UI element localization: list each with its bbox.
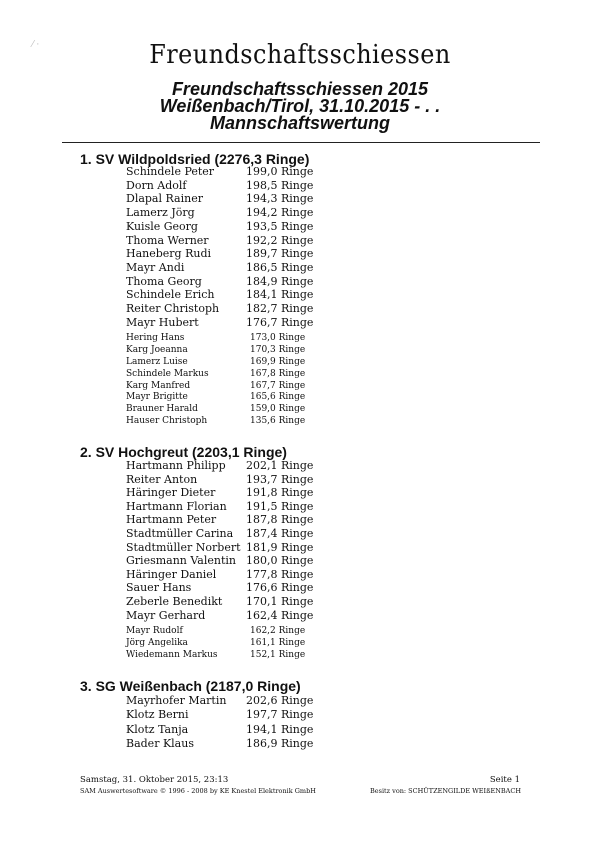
shooter-row (0, 220, 600, 234)
scan-mark: ⁄ · (32, 40, 40, 50)
shooter-name: Häringer Dieter (126, 486, 216, 500)
team-title: 1. SV Wildpoldsried (2276,3 Ringe) (80, 151, 310, 167)
shooter-row (0, 500, 600, 514)
shooter-score: 176,7 Ringe (246, 315, 314, 329)
shooter-row (0, 581, 600, 595)
shooter-name: Mayr Hubert (126, 315, 199, 329)
shooter-name: Hauser Christoph (126, 416, 208, 426)
shooter-name: Wiedemann Markus (126, 649, 218, 660)
shooter-row (0, 288, 600, 302)
shooter-score: 181,9 Ringe (246, 540, 314, 554)
shooter-row (0, 737, 600, 751)
shooter-name: Dlapal Rainer (126, 192, 203, 206)
shooter-score: 191,8 Ringe (246, 486, 314, 500)
shooter-row (0, 275, 600, 289)
shooter-row (0, 541, 600, 555)
shooter-name: Griesmann Valentin (126, 554, 236, 568)
shooter-row (0, 609, 600, 623)
shooter-score: 167,7 Ringe (250, 380, 306, 391)
shooter-name: Mayr Brigitte (126, 392, 188, 403)
shooter-name: Brauner Harald (126, 404, 198, 415)
shooter-name: Reiter Anton (126, 472, 198, 486)
shooter-name: Reiter Christoph (126, 302, 220, 315)
shooter-row (0, 302, 600, 316)
document-heading-ranking: Mannschaftswertung (209, 113, 391, 133)
shooter-name: Sauer Hans (126, 581, 192, 595)
shooter-score: 202,6 Ringe (246, 694, 314, 707)
shooter-score: 187,4 Ringe (246, 527, 314, 540)
shooter-row (0, 527, 600, 541)
shooter-score: 167,8 Ringe (250, 368, 306, 379)
shooter-score: 184,1 Ringe (246, 288, 314, 302)
shooter-name: Klotz Berni (126, 708, 189, 722)
header-divider (62, 142, 540, 143)
shooter-row (0, 723, 600, 737)
shooter-name: Schindele Markus (126, 368, 209, 379)
shooter-row (0, 595, 600, 609)
footer-right (370, 775, 520, 797)
shooter-row (0, 486, 600, 500)
shooter-name: Stadtmüller Carina (126, 527, 234, 540)
shooter-score: 162,4 Ringe (246, 608, 314, 622)
shooter-name: Hartmann Florian (126, 499, 227, 513)
shooter-score: 170,3 Ringe (250, 345, 306, 356)
team-title: 2. SV Hochgreut (2203,1 Ringe) (80, 444, 287, 460)
shooter-name: Hartmann Philipp (126, 459, 226, 472)
shooter-row (0, 473, 600, 487)
shooter-name: Zeberle Benedikt (126, 595, 223, 608)
shooter-row (0, 513, 600, 527)
shooter-score: 194,2 Ringe (246, 206, 314, 220)
footer-owner: Besitz von: SCHÜTZENGILDE WEIßENBACH (370, 787, 522, 795)
shooter-score: 186,5 Ringe (246, 260, 314, 274)
document-heading-event: Freundschaftsschiessen 2015 (171, 79, 429, 99)
shooter-score: 199,0 Ringe (246, 165, 314, 178)
shooter-name: Kuisle Georg (126, 219, 198, 233)
shooter-name: Stadtmüller Norbert (126, 540, 241, 554)
document-heading-location-date: Weißenbach/Tirol, 31.10.2015 - . . (159, 96, 441, 116)
shooter-score: 187,8 Ringe (246, 513, 314, 527)
shooter-row (0, 206, 600, 220)
reserve-shooter-row (0, 416, 600, 430)
shooter-name: Thoma Werner (126, 233, 209, 247)
shooter-name: Jörg Angelika (126, 638, 188, 648)
shooter-row (0, 568, 600, 582)
shooter-row (0, 247, 600, 261)
shooter-score: 194,3 Ringe (246, 192, 314, 206)
shooter-row (0, 316, 600, 330)
reserve-shooter-row (0, 650, 600, 664)
shooter-name: Hering Hans (126, 333, 185, 344)
shooter-score: 184,9 Ringe (246, 274, 314, 288)
shooter-name: Mayr Gerhard (126, 608, 206, 622)
shooter-score: 170,1 Ringe (246, 595, 314, 608)
shooter-score: 194,1 Ringe (246, 722, 314, 736)
shooter-name: Schindele Peter (126, 165, 215, 178)
shooter-score: 169,9 Ringe (250, 357, 306, 367)
shooter-name: Mayr Andi (126, 260, 185, 274)
shooter-row (0, 165, 600, 179)
shooter-name: Karg Manfred (126, 380, 191, 391)
shooter-name: Haneberg Rudi (126, 247, 212, 261)
footer-date: Samstag, 31. Oktober 2015, 23:13 (80, 775, 229, 785)
shooter-row (0, 554, 600, 568)
shooter-row (0, 459, 600, 473)
shooter-score: 192,2 Ringe (246, 233, 314, 247)
shooter-score: 135,6 Ringe (250, 416, 306, 426)
shooter-score: 198,5 Ringe (246, 178, 314, 192)
shooter-score: 177,8 Ringe (246, 567, 314, 581)
shooter-score: 186,9 Ringe (246, 737, 314, 751)
shooter-score: 182,7 Ringe (246, 302, 314, 315)
shooter-name: Häringer Daniel (126, 567, 217, 581)
shooter-score: 176,6 Ringe (246, 581, 314, 595)
shooter-score: 202,1 Ringe (246, 459, 314, 472)
shooter-score: 191,5 Ringe (246, 499, 314, 513)
shooter-row (0, 234, 600, 248)
footer-software: SAM Auswertesoftware © 1996 - 2008 by KE Knestel Elektronik GmbH (80, 787, 316, 795)
shooter-name: Dorn Adolf (126, 178, 187, 192)
shooter-row (0, 708, 600, 722)
shooter-score: 162,2 Ringe (250, 626, 306, 637)
shooter-score: 159,0 Ringe (250, 404, 306, 415)
shooter-score: 189,7 Ringe (246, 247, 314, 261)
shooter-score: 173,0 Ringe (250, 333, 306, 344)
shooter-row (0, 261, 600, 275)
shooter-row (0, 179, 600, 193)
team-title: 3. SG Weißenbach (2187,0 Ringe) (80, 678, 301, 694)
shooter-score: 161,1 Ringe (250, 638, 306, 648)
shooter-score: 193,7 Ringe (246, 472, 314, 486)
shooter-name: Mayrhofer Martin (126, 694, 227, 707)
shooter-score: 180,0 Ringe (246, 554, 314, 568)
shooter-name: Thoma Georg (126, 274, 202, 288)
shooter-score: 165,6 Ringe (250, 392, 306, 403)
shooter-name: Lamerz Luise (126, 357, 188, 367)
shooter-name: Schindele Erich (126, 288, 215, 302)
shooter-score: 152,1 Ringe (250, 649, 306, 660)
shooter-name: Karg Joeanna (126, 345, 188, 356)
document-logo-title: Freundschaftsschiessen (149, 40, 451, 70)
shooter-row (0, 192, 600, 206)
shooter-name: Mayr Rudolf (126, 626, 183, 637)
shooter-name: Hartmann Peter (126, 513, 217, 527)
footer-page: Seite 1 (489, 775, 520, 785)
shooter-name: Bader Klaus (126, 737, 194, 751)
shooter-score: 197,7 Ringe (246, 708, 314, 722)
footer-left (80, 775, 316, 797)
shooter-name: Lamerz Jörg (126, 206, 195, 220)
shooter-score: 193,5 Ringe (246, 219, 314, 233)
shooter-row (0, 694, 600, 708)
shooter-name: Klotz Tanja (126, 722, 189, 736)
